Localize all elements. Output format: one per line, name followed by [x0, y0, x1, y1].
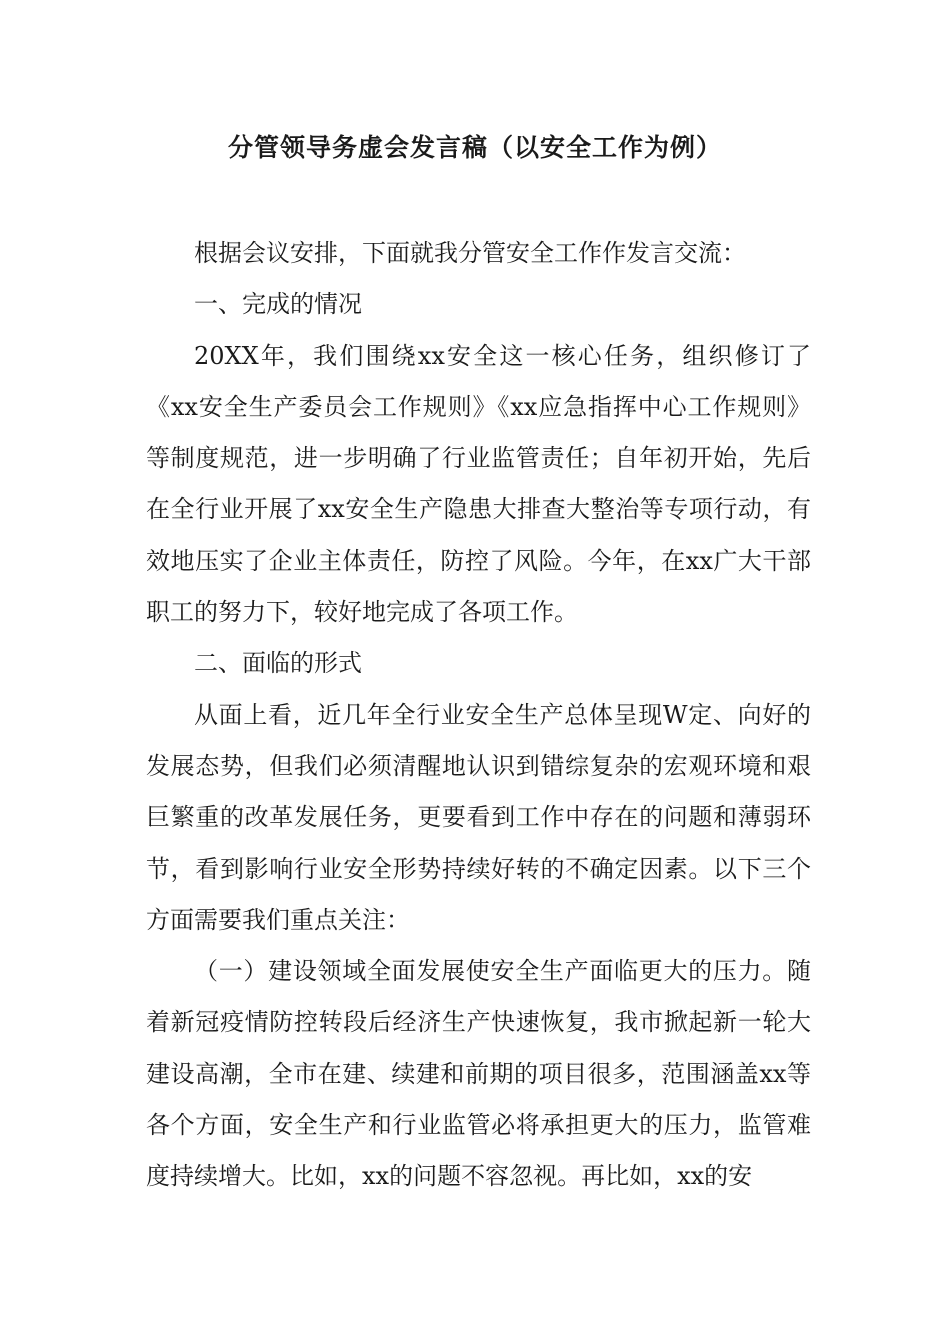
document-title: 分管领导务虚会发言稿（以安全工作为例） — [227, 133, 722, 162]
paragraph-intro: 根据会议安排，下面就我分管安全工作作发言交流： — [194, 239, 746, 267]
paragraph-situation: 从面上看，近几年全行业安全生产总体呈现W定、向好的发展态势，但我们必须清醒地认识到错综复杂的宏观环境和艰巨繁重的改革发展任务，更要看到工作中存在的问题和薄弱环节，看到影响行业安全形势持续好转的不确定因素。以下三个方面需要我们重点关注： — [146, 700, 811, 934]
paragraph-construction: （一）建设领域全面发展使安全生产面临更大的压力。随着新冠疫情防控转段后经济生产快速恢复，我市掀起新一轮大建设高潮，全市在建、续建和前期的项目很多，范围涵盖xx等各个方面，安全生产和行业监管必将承担更大的压力，监管难度持续增大。比如，xx的问题不容忽视。再比如，xx的安 — [146, 957, 811, 1191]
section-heading-situation: 二、面临的形式 — [194, 649, 362, 678]
paragraph-completed: 20XX年，我们围绕xx安全这一核心任务，组织修订了《xx安全生产委员会工作规则》《xx应急指挥中心工作规则》等制度规范，进一步明确了行业监管责任；自年初开始，先后在全行业开展了xx安全生产隐患大排查大整治等专项行动，有效地压实了企业主体责任，防控了风险。今年，在xx广大干部职工的努力下，较好地完成了各项工作。 — [146, 341, 811, 627]
document-body — [146, 228, 811, 1203]
section-heading-completed: 一、完成的情况 — [194, 290, 362, 319]
